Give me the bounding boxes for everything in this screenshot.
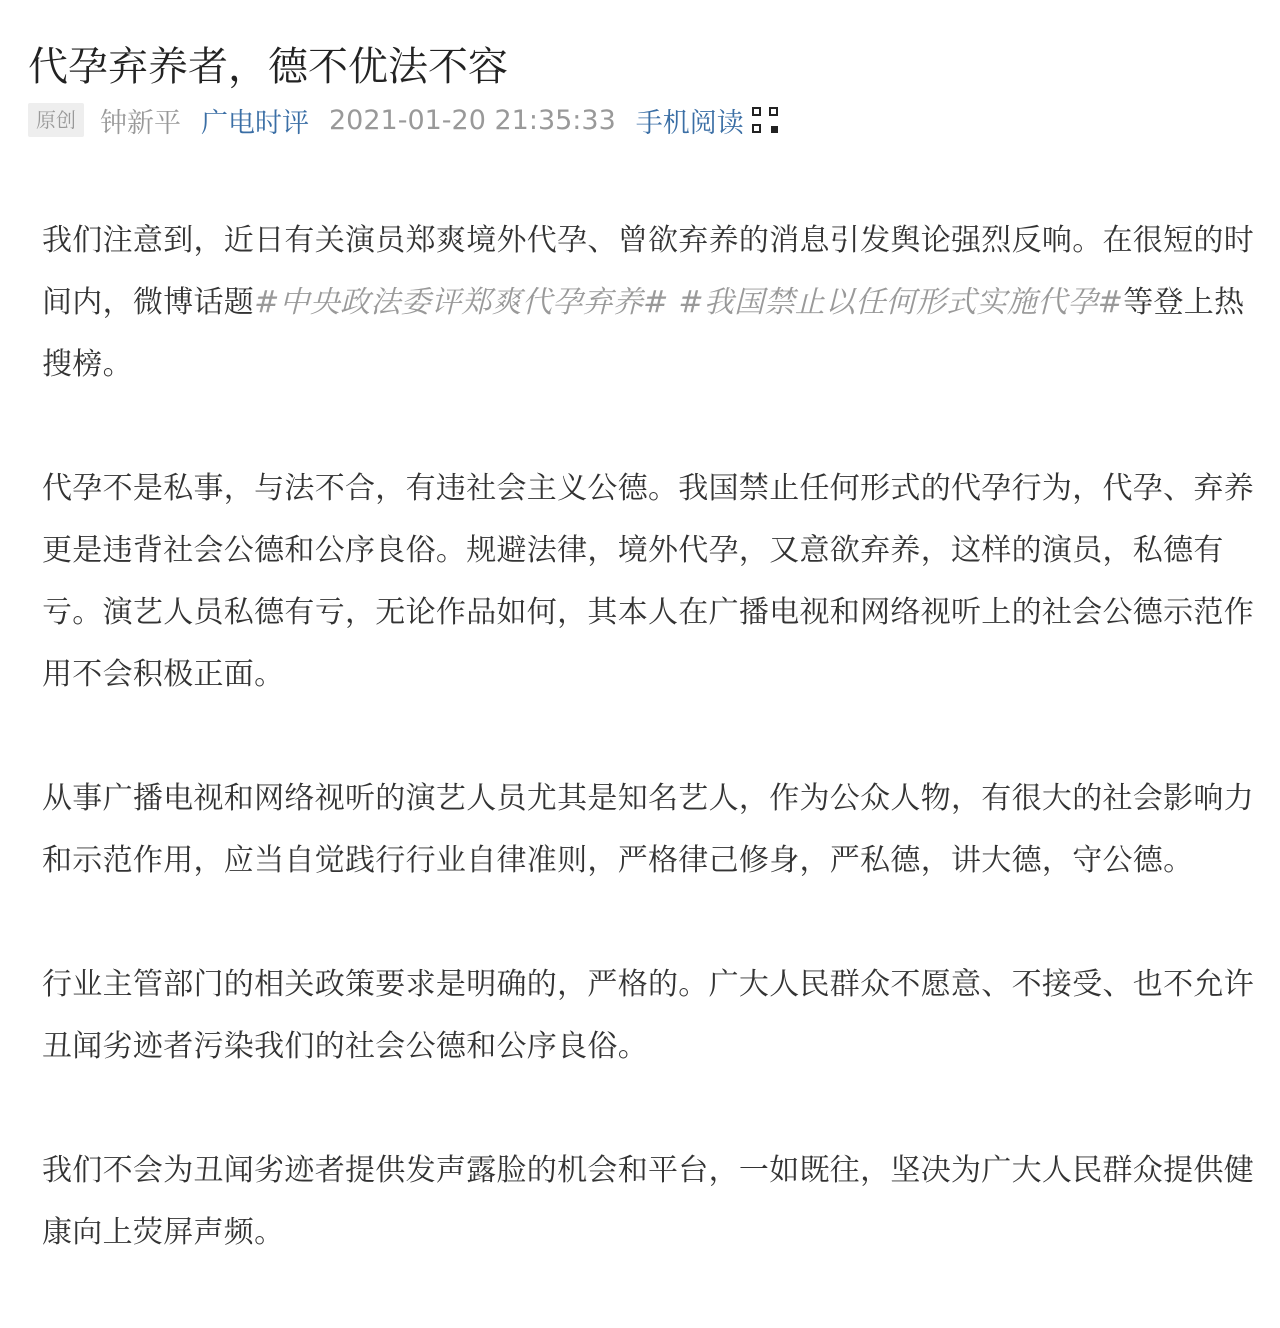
article-meta <box>28 100 778 140</box>
paragraph-5: 我们不会为丑闻劣迹者提供发声露脸的机会和平台，一如既往，坚决为广大人民群众提供健康向上荧屏声频。 <box>42 1153 1254 1250</box>
paragraph-1-text: 我们注意到，近日有关演员郑爽境外代孕、曾欲弃养的消息引发舆论强烈反响。在很短的时间内，微博话题 <box>42 223 1254 320</box>
paragraph-4: 行业主管部门的相关政策要求是明确的，严格的。广大人民群众不愿意、不接受、也不允许丑闻劣迹者污染我们的社会公德和公序良俗。 <box>42 967 1254 1064</box>
paragraph-2: 代孕不是私事，与法不合，有违社会主义公德。我国禁止任何形式的代孕行为，代孕、弃养更是违背社会公德和公序良俗。规避法律，境外代孕，又意欲弃养，这样的演员，私德有亏。演艺人员私德有亏，无论作品如何，其本人在广播电视和网络视听上的社会公德示范作用不会积极正面。 <box>42 471 1254 692</box>
source-link[interactable]: 广电时评 <box>201 107 309 139</box>
hashtag-topics[interactable]: #中央政法委评郑爽代孕弃养# #我国禁止以任何形式实施代孕# <box>254 285 1124 320</box>
original-badge: 原创 <box>28 103 84 137</box>
publish-datetime: 2021-01-20 21:35:33 <box>329 104 616 136</box>
paragraph-3: 从事广播电视和网络视听的演艺人员尤其是知名艺人，作为公众人物，有很大的社会影响力和示范作用，应当自觉践行行业自律准则，严格律己修身，严私德，讲大德，守公德。 <box>42 781 1254 878</box>
mobile-read-link[interactable]: 手机阅读 <box>635 107 744 139</box>
article-title: 代孕弃养者，德不优法不容 <box>28 43 508 90</box>
paragraph-1-tail: 等登上热搜榜。 <box>42 285 1245 382</box>
author-name[interactable]: 钟新平 <box>100 107 181 139</box>
qr-code-icon[interactable] <box>752 107 778 133</box>
paragraph-1 <box>42 210 1264 396</box>
article-body <box>42 210 1264 1326</box>
